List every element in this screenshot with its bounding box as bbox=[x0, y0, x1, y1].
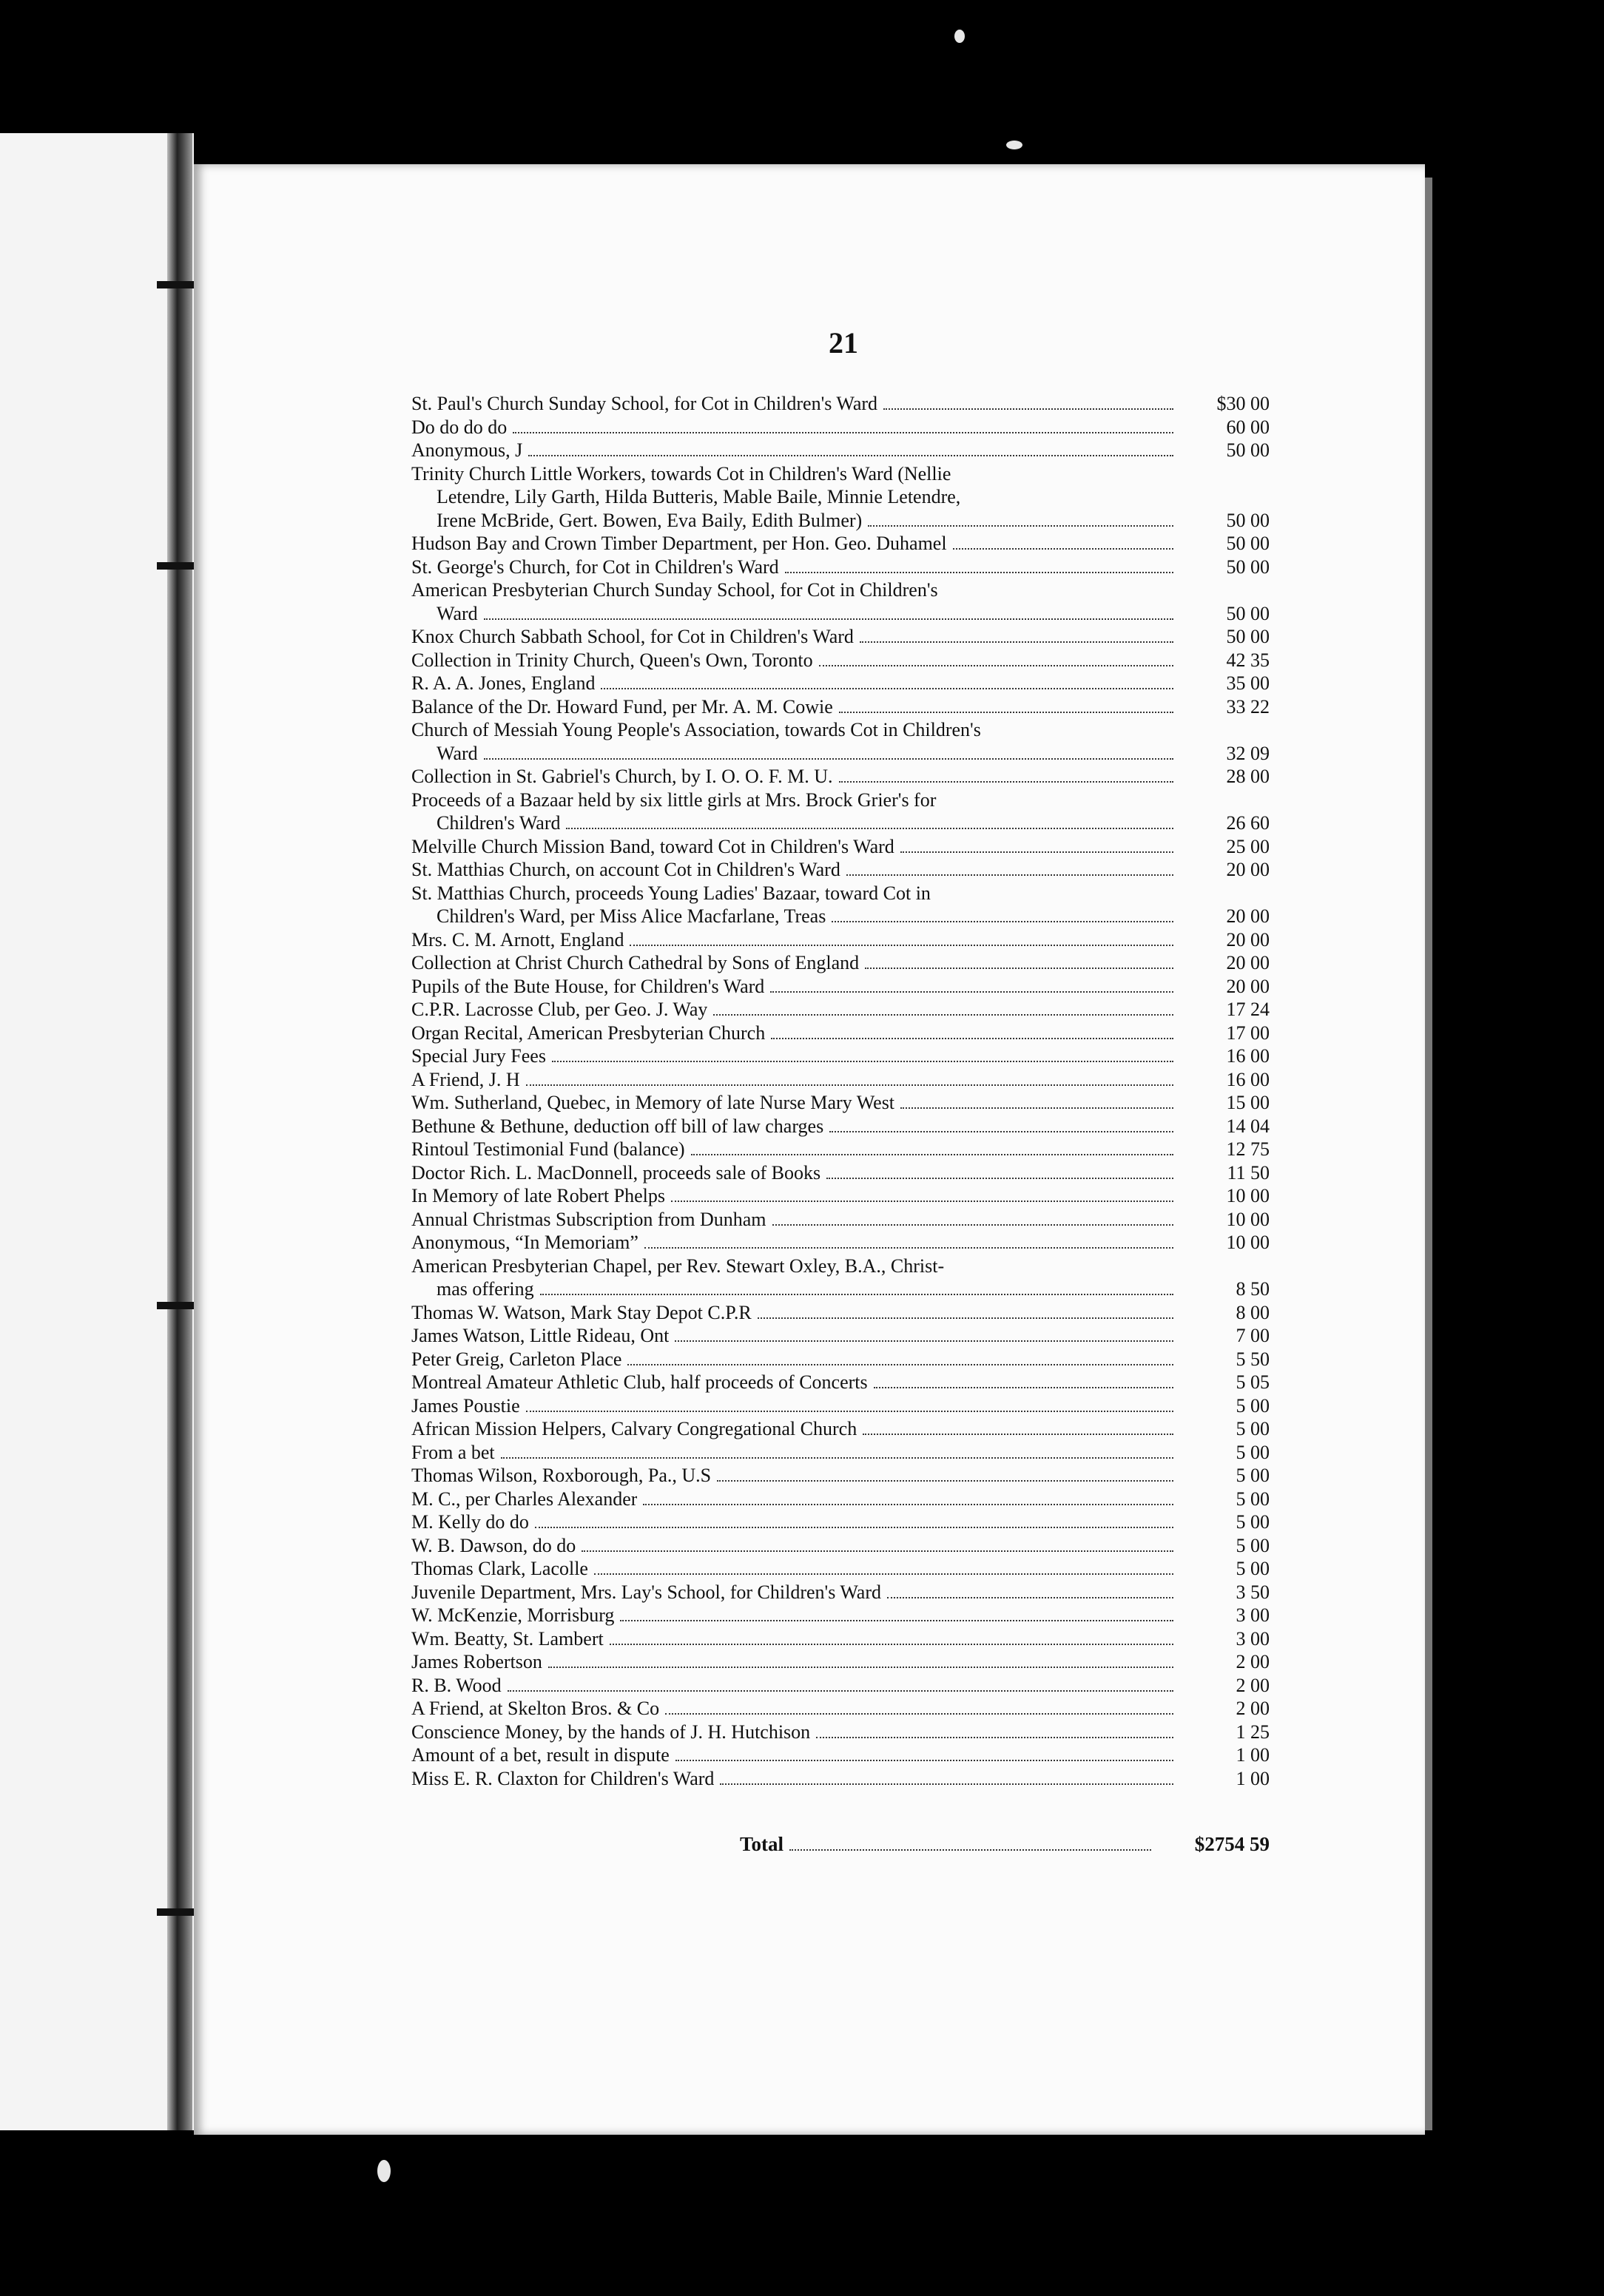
dot-leader bbox=[832, 921, 1173, 922]
entry-description: Melville Church Mission Band, toward Cot in Children's Ward bbox=[411, 835, 894, 857]
dot-leader bbox=[772, 1224, 1173, 1226]
entry-amount: 10 00 bbox=[1226, 1208, 1270, 1230]
ledger-entry bbox=[411, 1301, 1270, 1325]
entry-amount: 10 00 bbox=[1226, 1185, 1270, 1206]
entry-description-line: Church of Messiah Young People's Association, towards Cot in Children's bbox=[411, 719, 981, 740]
dot-leader bbox=[644, 1247, 1173, 1249]
ledger-entry bbox=[411, 462, 1270, 533]
entry-amount: 5 00 bbox=[1236, 1465, 1270, 1486]
entry-amount: 1 00 bbox=[1236, 1744, 1270, 1766]
entry-row bbox=[411, 1068, 1270, 1092]
entry-row bbox=[411, 556, 1270, 579]
dot-leader bbox=[675, 1340, 1173, 1342]
entry-row bbox=[411, 835, 1270, 859]
entry-description: James Watson, Little Rideau, Ont bbox=[411, 1325, 670, 1346]
ledger-entry bbox=[411, 1464, 1270, 1488]
scan-speck bbox=[377, 2160, 391, 2182]
entry-row bbox=[411, 1441, 1270, 1465]
entry-description: Mrs. C. M. Arnott, England bbox=[411, 928, 624, 951]
entry-amount: 7 00 bbox=[1236, 1325, 1270, 1346]
dot-leader bbox=[874, 1387, 1173, 1388]
entry-amount: 5 00 bbox=[1236, 1394, 1270, 1417]
ledger-entry bbox=[411, 1115, 1270, 1138]
total-amount: $2754 59 bbox=[1194, 1833, 1270, 1855]
entry-description: M. Kelly do do bbox=[411, 1511, 529, 1533]
dot-leader bbox=[887, 1597, 1173, 1598]
entry-description: Pupils of the Bute House, for Children's Ward bbox=[411, 975, 765, 997]
dot-leader bbox=[526, 1084, 1173, 1086]
entry-description: Annual Christmas Subscription from Dunham bbox=[411, 1208, 766, 1230]
page-number: 21 bbox=[829, 326, 858, 359]
entry-amount: 35 00 bbox=[1226, 672, 1270, 694]
entry-amount: 3 50 bbox=[1236, 1581, 1270, 1603]
entry-row bbox=[411, 858, 1270, 882]
entry-amount: 50 00 bbox=[1226, 602, 1270, 624]
ledger-entry bbox=[411, 1324, 1270, 1348]
entry-description: Collection in Trinity Church, Queen's Own, Toronto bbox=[411, 649, 813, 671]
entry-amount: 50 00 bbox=[1226, 509, 1270, 531]
entry-description: Do do do do bbox=[411, 416, 508, 438]
ledger-entry bbox=[411, 1721, 1270, 1744]
entry-amount: 5 50 bbox=[1236, 1348, 1270, 1370]
entry-row bbox=[411, 1394, 1270, 1418]
entry-description: African Mission Helpers, Calvary Congregational Church bbox=[411, 1418, 857, 1439]
entry-amount: 17 00 bbox=[1226, 1022, 1270, 1044]
entry-row bbox=[411, 975, 1270, 999]
entry-row bbox=[411, 1581, 1270, 1604]
entry-row bbox=[411, 672, 1270, 695]
dot-leader bbox=[526, 1411, 1173, 1412]
ledger-entry bbox=[411, 1697, 1270, 1721]
entry-amount: 5 00 bbox=[1236, 1534, 1270, 1556]
ledger-entry bbox=[411, 1371, 1270, 1394]
entry-description: Children's Ward, per Miss Alice Macfarlane, Treas bbox=[437, 905, 826, 927]
entry-row bbox=[411, 695, 1270, 719]
entry-description-line: St. Matthias Church, proceeds Young Ladies' Bazaar, toward Cot in bbox=[411, 882, 931, 904]
entry-amount: 3 00 bbox=[1236, 1627, 1270, 1650]
entry-amount: 20 00 bbox=[1226, 975, 1270, 997]
entry-amount: 50 00 bbox=[1226, 439, 1270, 461]
dot-leader bbox=[601, 688, 1173, 689]
dot-leader bbox=[594, 1573, 1173, 1575]
ledger-entry bbox=[411, 649, 1270, 672]
entry-description-line: Letendre, Lily Garth, Hilda Butteris, Mable Baile, Minnie Letendre, bbox=[437, 486, 961, 507]
entry-description: James Poustie bbox=[411, 1394, 520, 1417]
entry-amount: 16 00 bbox=[1226, 1045, 1270, 1067]
entry-description: Rintoul Testimonial Fund (balance) bbox=[411, 1138, 685, 1160]
page-edge bbox=[1425, 178, 1432, 2130]
entry-row bbox=[411, 1697, 1270, 1721]
dot-leader bbox=[839, 712, 1173, 713]
entry-description: Wm. Beatty, St. Lambert bbox=[411, 1627, 604, 1650]
entry-description: Doctor Rich. L. MacDonnell, proceeds sale of Books bbox=[411, 1161, 821, 1184]
total-label: Total bbox=[740, 1833, 784, 1855]
entry-amount: 5 00 bbox=[1236, 1511, 1270, 1533]
entry-description: Montreal Amateur Athletic Club, half proceeds of Concerts bbox=[411, 1371, 868, 1393]
entry-amount: 50 00 bbox=[1226, 533, 1270, 554]
ledger-entry bbox=[411, 1208, 1270, 1232]
entry-row bbox=[411, 1557, 1270, 1581]
ledger-entry bbox=[411, 1184, 1270, 1208]
ledger-entry bbox=[411, 1534, 1270, 1558]
entry-amount: 33 22 bbox=[1226, 695, 1270, 718]
dot-leader bbox=[758, 1317, 1173, 1319]
subscription-ledger bbox=[411, 392, 1270, 1790]
entry-amount: 12 75 bbox=[1226, 1138, 1270, 1160]
entry-row bbox=[411, 1417, 1270, 1441]
entry-row bbox=[411, 905, 1270, 928]
entry-description: Irene McBride, Gert. Bowen, Eva Baily, Edith Bulmer) bbox=[437, 509, 863, 531]
entry-row bbox=[411, 1604, 1270, 1627]
entry-row bbox=[411, 1231, 1270, 1255]
entry-description: R. B. Wood bbox=[411, 1674, 502, 1696]
entry-amount: 20 00 bbox=[1226, 952, 1270, 973]
entry-row bbox=[411, 951, 1270, 975]
dot-leader bbox=[513, 432, 1173, 433]
ledger-entry bbox=[411, 695, 1270, 719]
ledger-entry bbox=[411, 975, 1270, 999]
entry-row bbox=[411, 1184, 1270, 1208]
entry-amount: 50 00 bbox=[1226, 556, 1270, 578]
dot-leader bbox=[816, 1737, 1173, 1738]
ledger-entry bbox=[411, 1231, 1270, 1255]
entry-amount: 11 50 bbox=[1227, 1161, 1270, 1184]
ledger-entry bbox=[411, 578, 1270, 625]
dot-leader bbox=[665, 1713, 1173, 1715]
entry-description: Anonymous, J bbox=[411, 439, 523, 461]
entry-description: Miss E. R. Claxton for Children's Ward bbox=[411, 1767, 715, 1789]
ledger-entry bbox=[411, 951, 1270, 975]
ledger-entry bbox=[411, 1674, 1270, 1698]
entry-amount: 1 00 bbox=[1236, 1767, 1270, 1789]
ledger-entry bbox=[411, 1510, 1270, 1534]
dot-leader bbox=[720, 1783, 1173, 1785]
scan-speck bbox=[954, 30, 965, 43]
entry-row bbox=[411, 811, 1270, 835]
ledger-entry bbox=[411, 625, 1270, 649]
entry-row bbox=[411, 1277, 1270, 1301]
entry-description: St. Matthias Church, on account Cot in Children's Ward bbox=[411, 859, 840, 880]
dot-leader bbox=[789, 1849, 1151, 1851]
entry-description: Ward bbox=[437, 602, 478, 624]
entry-description: Collection at Christ Church Cathedral by Sons of England bbox=[411, 952, 860, 973]
ledger-entry bbox=[411, 556, 1270, 579]
dot-leader bbox=[528, 455, 1173, 456]
entry-row bbox=[411, 1208, 1270, 1232]
entry-description: Wm. Sutherland, Quebec, in Memory of late Nurse Mary West bbox=[411, 1092, 895, 1113]
entry-description: Balance of the Dr. Howard Fund, per Mr. A. M. Cowie bbox=[411, 695, 833, 718]
entry-description: W. B. Dawson, do do bbox=[411, 1534, 576, 1556]
entry-row bbox=[411, 1488, 1270, 1511]
dot-leader bbox=[846, 874, 1173, 876]
entry-amount: 1 25 bbox=[1236, 1721, 1270, 1743]
scan-speck bbox=[1006, 141, 1022, 149]
entry-row bbox=[411, 1510, 1270, 1534]
entry-row bbox=[411, 649, 1270, 672]
entry-description-line: American Presbyterian Chapel, per Rev. Stewart Oxley, B.A., Christ- bbox=[411, 1255, 945, 1277]
entry-amount: 60 00 bbox=[1226, 416, 1270, 438]
dot-leader bbox=[717, 1480, 1173, 1482]
ledger-entry bbox=[411, 718, 1270, 765]
entry-description: James Robertson bbox=[411, 1651, 542, 1672]
entry-amount: 5 00 bbox=[1236, 1441, 1270, 1463]
ledger-entry bbox=[411, 439, 1270, 462]
ledger-entry bbox=[411, 1044, 1270, 1068]
dot-leader bbox=[691, 1154, 1173, 1155]
entry-row bbox=[411, 625, 1270, 649]
ledger-entry bbox=[411, 858, 1270, 882]
dot-leader bbox=[627, 1364, 1173, 1365]
dot-leader bbox=[484, 618, 1173, 620]
entry-row bbox=[411, 928, 1270, 952]
entry-row bbox=[411, 1044, 1270, 1068]
dot-leader bbox=[953, 548, 1173, 550]
entry-row bbox=[411, 1534, 1270, 1558]
entry-amount: 50 00 bbox=[1226, 626, 1270, 647]
entry-description: St. Paul's Church Sunday School, for Cot in Children's Ward bbox=[411, 393, 878, 414]
ledger-entry bbox=[411, 1255, 1270, 1301]
entry-row bbox=[411, 1371, 1270, 1394]
ledger-entry bbox=[411, 882, 1270, 928]
dot-leader bbox=[713, 1014, 1173, 1016]
ledger-entry bbox=[411, 1091, 1270, 1115]
entry-row bbox=[411, 392, 1270, 416]
ledger-entry bbox=[411, 672, 1270, 695]
ledger-entry bbox=[411, 1743, 1270, 1767]
ledger-entry bbox=[411, 392, 1270, 416]
ledger-entry bbox=[411, 1161, 1270, 1185]
entry-description: Anonymous, “In Memoriam” bbox=[411, 1232, 638, 1253]
dot-leader bbox=[630, 945, 1173, 946]
entry-row bbox=[411, 1115, 1270, 1138]
entry-row bbox=[411, 1627, 1270, 1651]
ledger-entry bbox=[411, 1557, 1270, 1581]
entry-description: Conscience Money, by the hands of J. H. Hutchison bbox=[411, 1721, 811, 1743]
entry-amount: 17 24 bbox=[1226, 999, 1270, 1020]
entry-row bbox=[411, 1091, 1270, 1115]
entry-description: St. George's Church, for Cot in Children's Ward bbox=[411, 556, 779, 578]
dot-leader bbox=[860, 641, 1173, 643]
entry-row bbox=[411, 439, 1270, 462]
entry-description-line: Trinity Church Little Workers, towards Cot in Children's Ward (Nellie bbox=[411, 462, 951, 484]
dot-leader bbox=[671, 1201, 1173, 1202]
entry-amount: 3 00 bbox=[1236, 1604, 1270, 1626]
ledger-entry bbox=[411, 1138, 1270, 1161]
entry-row bbox=[411, 1767, 1270, 1791]
entry-description: A Friend, at Skelton Bros. & Co bbox=[411, 1698, 660, 1719]
entry-amount: 8 00 bbox=[1236, 1301, 1270, 1323]
entry-amount: 5 05 bbox=[1236, 1371, 1270, 1393]
entry-amount: 2 00 bbox=[1236, 1651, 1270, 1672]
entry-row bbox=[411, 1743, 1270, 1767]
entry-row bbox=[411, 1650, 1270, 1674]
entry-description: From a bet bbox=[411, 1441, 495, 1463]
entry-amount: 15 00 bbox=[1226, 1092, 1270, 1113]
entry-amount: 42 35 bbox=[1226, 649, 1270, 671]
book-binding bbox=[167, 133, 192, 2130]
entry-description: W. McKenzie, Morrisburg bbox=[411, 1604, 615, 1626]
entry-amount: 10 00 bbox=[1226, 1232, 1270, 1253]
entry-amount: 5 00 bbox=[1236, 1488, 1270, 1510]
entry-row bbox=[411, 1324, 1270, 1348]
dot-leader bbox=[785, 572, 1173, 573]
entry-description: Collection in St. Gabriel's Church, by I. O. O. F. M. U. bbox=[411, 766, 833, 787]
ledger-entry bbox=[411, 928, 1270, 952]
dot-leader bbox=[819, 665, 1173, 666]
ledger-entry bbox=[411, 1488, 1270, 1511]
entry-amount: 14 04 bbox=[1226, 1115, 1270, 1137]
entry-row bbox=[411, 509, 1270, 533]
dot-leader bbox=[540, 1294, 1173, 1295]
entry-amount: 20 00 bbox=[1226, 905, 1270, 927]
entry-amount: 5 00 bbox=[1236, 1418, 1270, 1439]
entry-amount: 2 00 bbox=[1236, 1674, 1270, 1696]
dot-leader bbox=[900, 1107, 1173, 1109]
dot-leader bbox=[771, 1038, 1173, 1039]
entry-description: Knox Church Sabbath School, for Cot in Children's Ward bbox=[411, 626, 854, 647]
dot-leader bbox=[620, 1620, 1173, 1621]
entry-row bbox=[411, 1674, 1270, 1698]
entry-row bbox=[411, 742, 1270, 766]
ledger-entry bbox=[411, 789, 1270, 835]
ledger-entry bbox=[411, 1022, 1270, 1045]
entry-amount: 2 00 bbox=[1236, 1698, 1270, 1719]
entry-row bbox=[411, 1301, 1270, 1325]
dot-leader bbox=[770, 991, 1173, 993]
dot-leader bbox=[508, 1690, 1173, 1692]
dot-leader bbox=[548, 1667, 1173, 1668]
ledger-entry bbox=[411, 1581, 1270, 1604]
entry-row bbox=[411, 765, 1270, 789]
entry-row bbox=[411, 416, 1270, 439]
ledger-entry bbox=[411, 1348, 1270, 1371]
ledger-entry bbox=[411, 416, 1270, 439]
entry-amount: 8 50 bbox=[1236, 1278, 1270, 1300]
ledger-entry bbox=[411, 1068, 1270, 1092]
entry-row bbox=[411, 1721, 1270, 1744]
dot-leader bbox=[484, 758, 1173, 760]
entry-amount: 20 00 bbox=[1226, 859, 1270, 880]
entry-row bbox=[411, 532, 1270, 556]
ledger-entry bbox=[411, 1627, 1270, 1651]
entry-description-line: American Presbyterian Church Sunday School, for Cot in Children's bbox=[411, 579, 938, 601]
entry-row bbox=[411, 1348, 1270, 1371]
entry-amount: 5 00 bbox=[1236, 1558, 1270, 1579]
ledger-entry bbox=[411, 1417, 1270, 1441]
entry-description: Hudson Bay and Crown Timber Department, per Hon. Geo. Duhamel bbox=[411, 533, 947, 554]
ledger-entry bbox=[411, 835, 1270, 859]
entry-amount: 32 09 bbox=[1226, 742, 1270, 764]
entry-description: In Memory of late Robert Phelps bbox=[411, 1185, 665, 1206]
dot-leader bbox=[582, 1550, 1173, 1552]
ledger-entry bbox=[411, 1441, 1270, 1465]
entry-amount: $30 00 bbox=[1216, 393, 1270, 414]
entry-row bbox=[411, 1138, 1270, 1161]
entry-row bbox=[411, 1464, 1270, 1488]
entry-description-line: Proceeds of a Bazaar held by six little girls at Mrs. Brock Grier's for bbox=[411, 789, 937, 811]
ledger-entry bbox=[411, 1767, 1270, 1791]
entry-row bbox=[411, 1161, 1270, 1185]
dot-leader bbox=[865, 968, 1173, 969]
entry-description: Special Jury Fees bbox=[411, 1045, 546, 1067]
facing-page bbox=[0, 133, 194, 2130]
entry-description: mas offering bbox=[437, 1278, 534, 1300]
ledger-entry bbox=[411, 1604, 1270, 1627]
ledger-entry bbox=[411, 1650, 1270, 1674]
dot-leader bbox=[883, 408, 1173, 410]
entry-description: Amount of a bet, result in dispute bbox=[411, 1744, 670, 1766]
entry-description: Bethune & Bethune, deduction off bill of law charges bbox=[411, 1115, 824, 1137]
dot-leader bbox=[566, 828, 1173, 829]
ledger-entry bbox=[411, 532, 1270, 556]
dot-leader bbox=[643, 1504, 1173, 1505]
entry-row bbox=[411, 602, 1270, 626]
entry-description: Peter Greig, Carleton Place bbox=[411, 1348, 622, 1370]
ledger-entry bbox=[411, 765, 1270, 789]
ledger-entry bbox=[411, 998, 1270, 1022]
entry-amount: 26 60 bbox=[1226, 812, 1270, 834]
ledger-entry bbox=[411, 1394, 1270, 1418]
dot-leader bbox=[675, 1760, 1173, 1761]
entry-description: Thomas W. Watson, Mark Stay Depot C.P.R bbox=[411, 1301, 752, 1323]
entry-amount: 25 00 bbox=[1226, 835, 1270, 857]
dot-leader bbox=[829, 1131, 1173, 1132]
entry-description: Organ Recital, American Presbyterian Church bbox=[411, 1022, 766, 1044]
dot-leader bbox=[868, 525, 1173, 527]
total-row bbox=[740, 1833, 1270, 1856]
dot-leader bbox=[610, 1644, 1173, 1645]
entry-amount: 16 00 bbox=[1226, 1068, 1270, 1090]
entry-row bbox=[411, 1022, 1270, 1045]
dot-leader bbox=[839, 781, 1173, 783]
dot-leader bbox=[826, 1178, 1173, 1179]
dot-leader bbox=[552, 1061, 1173, 1062]
entry-description: Thomas Wilson, Roxborough, Pa., U.S bbox=[411, 1465, 712, 1486]
dot-leader bbox=[900, 851, 1173, 853]
entry-description: R. A. A. Jones, England bbox=[411, 672, 596, 694]
dot-leader bbox=[501, 1457, 1173, 1459]
entry-description: Children's Ward bbox=[437, 812, 561, 834]
entry-row bbox=[411, 998, 1270, 1022]
entry-description: Ward bbox=[437, 742, 478, 764]
entry-description: A Friend, J. H bbox=[411, 1068, 520, 1090]
entry-amount: 20 00 bbox=[1226, 928, 1270, 951]
dot-leader bbox=[535, 1527, 1173, 1528]
entry-description: Juvenile Department, Mrs. Lay's School, for Children's Ward bbox=[411, 1581, 882, 1603]
entry-description: Thomas Clark, Lacolle bbox=[411, 1558, 588, 1579]
entry-amount: 28 00 bbox=[1226, 766, 1270, 787]
dot-leader bbox=[863, 1434, 1173, 1435]
entry-description: C.P.R. Lacrosse Club, per Geo. J. Way bbox=[411, 999, 708, 1020]
entry-description: M. C., per Charles Alexander bbox=[411, 1488, 638, 1510]
